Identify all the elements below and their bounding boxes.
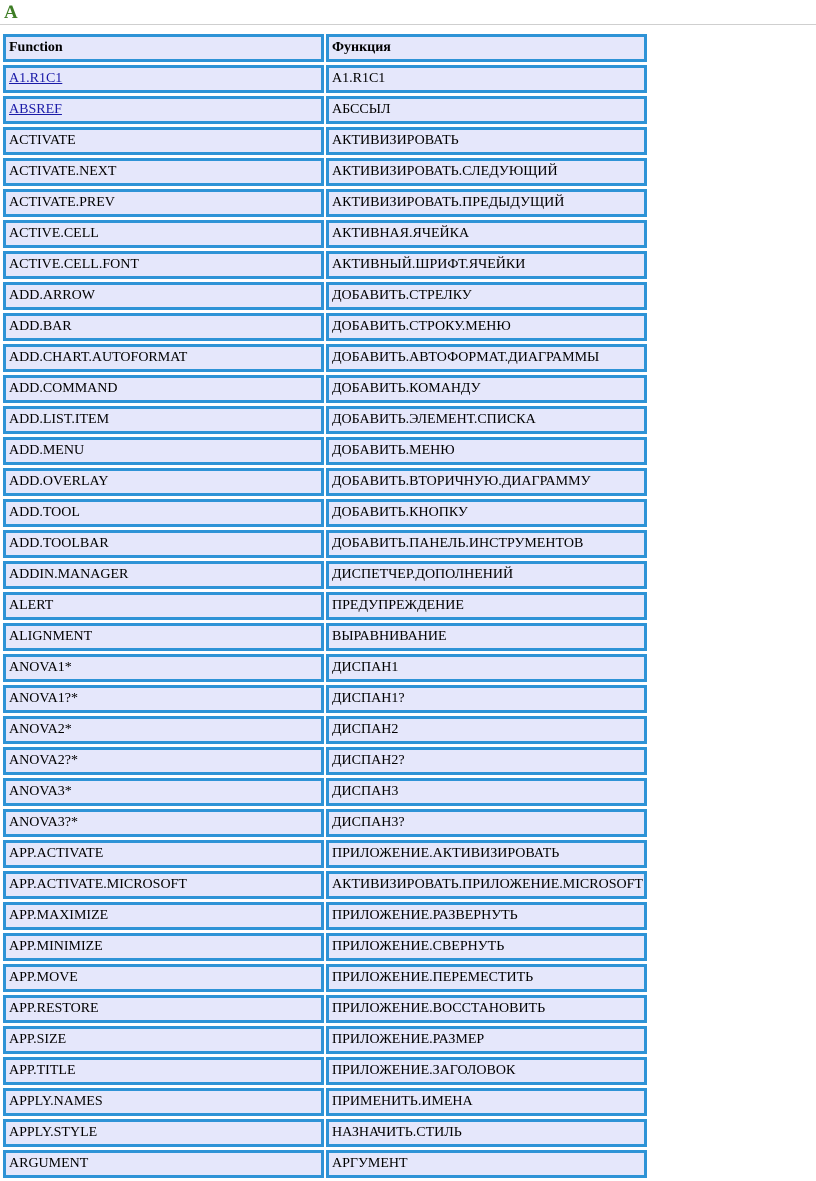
table-row [3,220,647,248]
russian-name-cell: ДОБАВИТЬ.МЕНЮ [326,437,647,465]
russian-name-cell: ДОБАВИТЬ.ПАНЕЛЬ.ИНСТРУМЕНТОВ [326,530,647,558]
function-name-cell: ADD.COMMAND [3,375,324,403]
table-row [3,189,647,217]
function-name-cell: ANOVA1* [3,654,324,682]
table-row [3,561,647,589]
russian-name-cell: ДИСПАН3? [326,809,647,837]
russian-name-cell: ДИСПАН2 [326,716,647,744]
function-name-cell: APP.SIZE [3,1026,324,1054]
russian-name-cell: ПРИЛОЖЕНИЕ.ПЕРЕМЕСТИТЬ [326,964,647,992]
function-name-cell: ADD.BAR [3,313,324,341]
table-row [3,282,647,310]
table-row [3,747,647,775]
russian-name-cell: ПРИЛОЖЕНИЕ.ВОССТАНОВИТЬ [326,995,647,1023]
russian-name-cell: ПРИЛОЖЕНИЕ.РАЗМЕР [326,1026,647,1054]
function-name-cell: ADD.TOOL [3,499,324,527]
function-name-cell: ADDIN.MANAGER [3,561,324,589]
table-row [3,251,647,279]
table-row [3,778,647,806]
table-row [3,1088,647,1116]
table-row [3,995,647,1023]
function-name-cell: APP.MAXIMIZE [3,902,324,930]
russian-name-cell: A1.R1C1 [326,65,647,93]
russian-name-cell: ПРЕДУПРЕЖДЕНИЕ [326,592,647,620]
russian-name-cell: ДОБАВИТЬ.ВТОРИЧНУЮ.ДИАГРАММУ [326,468,647,496]
function-name-cell: ADD.MENU [3,437,324,465]
function-name-cell: ANOVA2?* [3,747,324,775]
table-row [3,375,647,403]
table-row [3,1026,647,1054]
table-header-row [3,34,647,62]
russian-name-cell: ПРИЛОЖЕНИЕ.ЗАГОЛОВОК [326,1057,647,1085]
function-name-cell: ADD.OVERLAY [3,468,324,496]
table-row [3,840,647,868]
table-row [3,716,647,744]
function-name-cell: ADD.TOOLBAR [3,530,324,558]
function-name-cell: APP.MOVE [3,964,324,992]
russian-name-cell: АБССЫЛ [326,96,647,124]
function-name-cell: ALIGNMENT [3,623,324,651]
function-name-cell: APP.TITLE [3,1057,324,1085]
table-row [3,313,647,341]
table-row [3,1057,647,1085]
russian-name-cell: ДОБАВИТЬ.АВТОФОРМАТ.ДИАГРАММЫ [326,344,647,372]
table-row [3,685,647,713]
column-header-function: Function [3,34,324,62]
function-name-cell [3,65,324,93]
function-name-cell: APP.ACTIVATE [3,840,324,868]
russian-name-cell: ПРИЛОЖЕНИЕ.СВЕРНУТЬ [326,933,647,961]
table-row [3,127,647,155]
table-row [3,65,647,93]
function-name-cell: ALERT [3,592,324,620]
function-name-cell: ANOVA3?* [3,809,324,837]
russian-name-cell: ДИСПАН1 [326,654,647,682]
russian-name-cell: ВЫРАВНИВАНИЕ [326,623,647,651]
table-row [3,530,647,558]
function-name-cell: APPLY.STYLE [3,1119,324,1147]
function-translation-table [1,31,649,1181]
function-name-cell: APP.RESTORE [3,995,324,1023]
function-name-cell: ADD.LIST.ITEM [3,406,324,434]
table-row [3,468,647,496]
table-row [3,964,647,992]
table-row [3,344,647,372]
table-row [3,158,647,186]
table-row [3,902,647,930]
russian-name-cell: АКТИВНАЯ.ЯЧЕЙКА [326,220,647,248]
function-name-cell: ACTIVATE [3,127,324,155]
russian-name-cell: АРГУМЕНТ [326,1150,647,1178]
russian-name-cell: ДИСПАН3 [326,778,647,806]
function-name-cell: ANOVA1?* [3,685,324,713]
russian-name-cell: ДОБАВИТЬ.ЭЛЕМЕНТ.СПИСКА [326,406,647,434]
russian-name-cell: АКТИВИЗИРОВАТЬ.ПРЕДЫДУЩИЙ [326,189,647,217]
russian-name-cell: АКТИВИЗИРОВАТЬ.СЛЕДУЮЩИЙ [326,158,647,186]
russian-name-cell: ДОБАВИТЬ.СТРЕЛКУ [326,282,647,310]
function-name-cell [3,96,324,124]
russian-name-cell: ДОБАВИТЬ.СТРОКУ.МЕНЮ [326,313,647,341]
russian-name-cell: ДИСПАН2? [326,747,647,775]
column-header-russian: Функция [326,34,647,62]
table-row [3,623,647,651]
russian-name-cell: НАЗНАЧИТЬ.СТИЛЬ [326,1119,647,1147]
table-row [3,654,647,682]
table-row [3,499,647,527]
function-link[interactable]: ABSREF [9,102,62,117]
function-name-cell: ACTIVATE.PREV [3,189,324,217]
function-name-cell: ACTIVE.CELL [3,220,324,248]
russian-name-cell: АКТИВНЫЙ.ШРИФТ.ЯЧЕЙКИ [326,251,647,279]
function-name-cell: ACTIVE.CELL.FONT [3,251,324,279]
table-row [3,809,647,837]
table-row [3,437,647,465]
table-row [3,1119,647,1147]
function-name-cell: APP.MINIMIZE [3,933,324,961]
russian-name-cell: ДОБАВИТЬ.КНОПКУ [326,499,647,527]
horizontal-rule [0,24,816,25]
table-row [3,96,647,124]
russian-name-cell: ДИСПАН1? [326,685,647,713]
russian-name-cell: АКТИВИЗИРОВАТЬ [326,127,647,155]
russian-name-cell: ДИСПЕТЧЕР.ДОПОЛНЕНИЙ [326,561,647,589]
table-row [3,871,647,899]
function-name-cell: ANOVA3* [3,778,324,806]
function-name-cell: ADD.ARROW [3,282,324,310]
function-name-cell: ACTIVATE.NEXT [3,158,324,186]
table-row [3,592,647,620]
function-name-cell: ANOVA2* [3,716,324,744]
table-row [3,933,647,961]
function-name-cell: APPLY.NAMES [3,1088,324,1116]
function-name-cell: APP.ACTIVATE.MICROSOFT [3,871,324,899]
table-row [3,1150,647,1178]
russian-name-cell: ПРИЛОЖЕНИЕ.АКТИВИЗИРОВАТЬ [326,840,647,868]
function-name-cell: ARGUMENT [3,1150,324,1178]
russian-name-cell: ДОБАВИТЬ.КОМАНДУ [326,375,647,403]
russian-name-cell: АКТИВИЗИРОВАТЬ.ПРИЛОЖЕНИЕ.MICROSOFT [326,871,647,899]
russian-name-cell: ПРИМЕНИТЬ.ИМЕНА [326,1088,647,1116]
function-name-cell: ADD.CHART.AUTOFORMAT [3,344,324,372]
russian-name-cell: ПРИЛОЖЕНИЕ.РАЗВЕРНУТЬ [326,902,647,930]
function-link[interactable]: A1.R1C1 [9,71,63,86]
table-row [3,406,647,434]
section-heading: A [4,2,18,23]
